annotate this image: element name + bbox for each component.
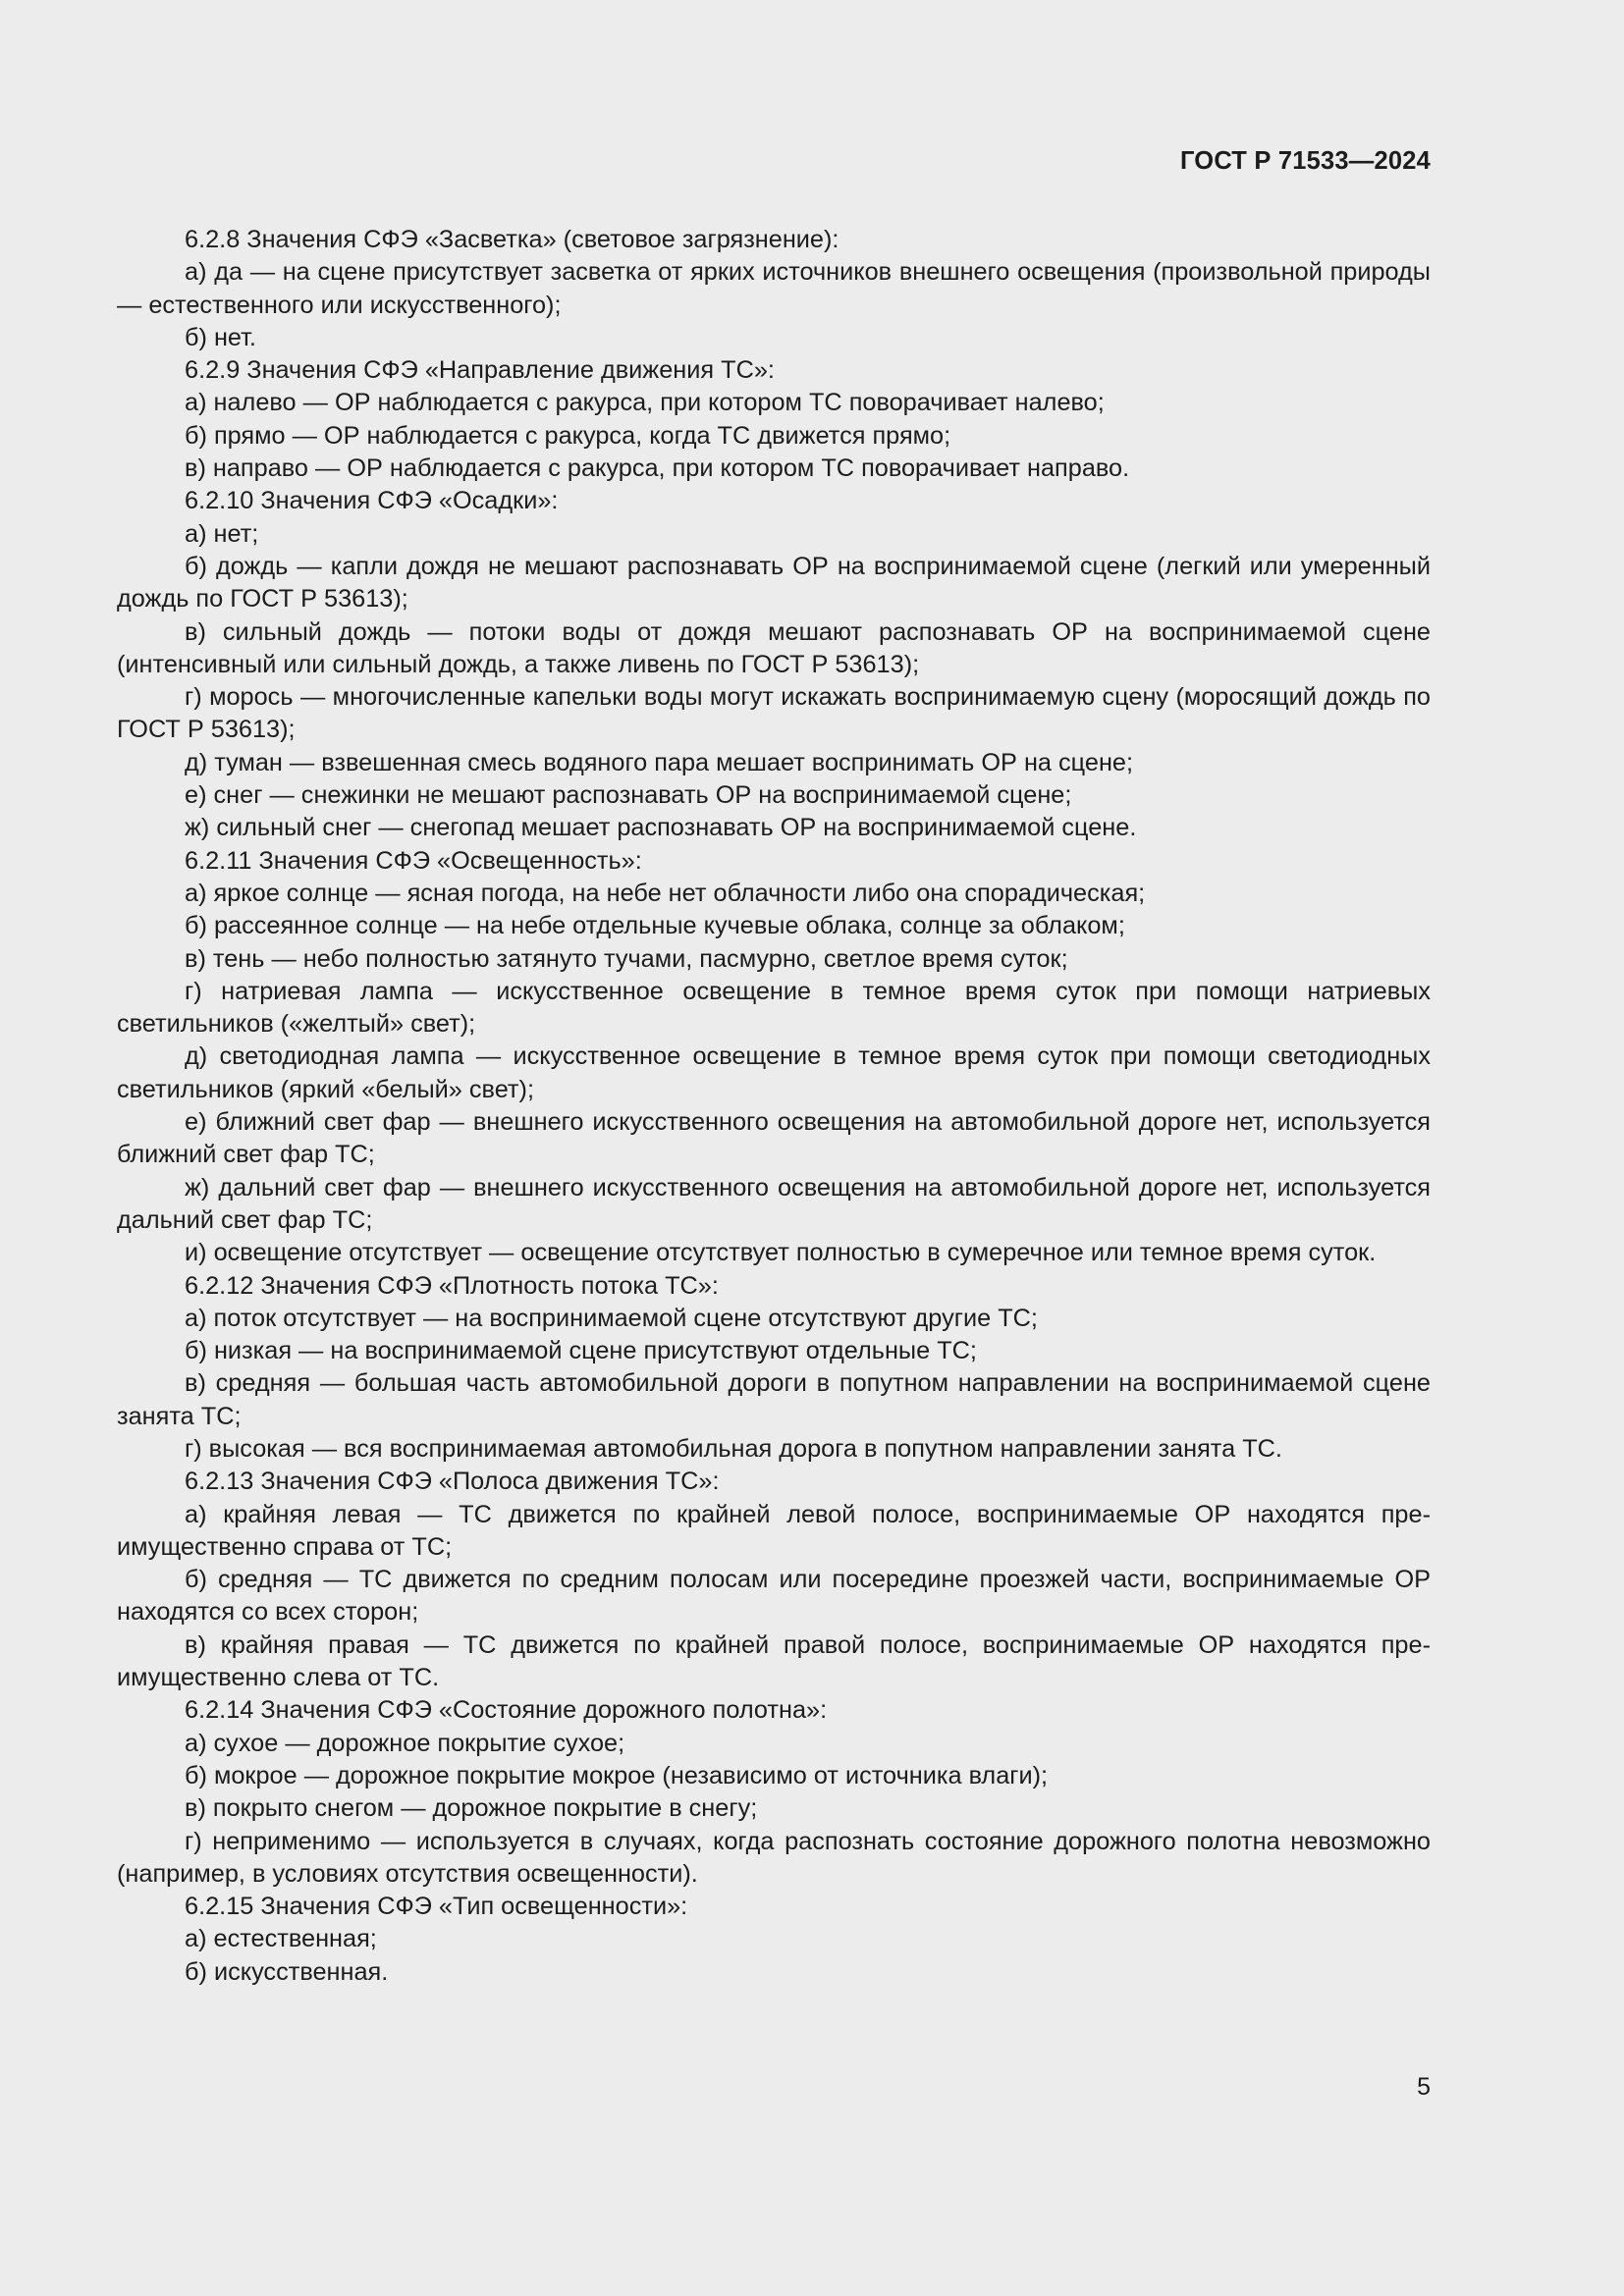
paragraph: 6.2.11 Значения СФЭ «Освещенность»: [185, 846, 642, 875]
paragraph: 6.2.13 Значения СФЭ «Полоса движения ТС»: [185, 1468, 720, 1496]
paragraph: а) крайняя левая — ТС движется по крайней левой полосе, воспринимаемые ОР находятся преимущественно справа от ТС; [117, 1500, 1431, 1561]
body-text [117, 224, 1431, 1989]
paragraph: а) поток отсутствует — на воспринимаемой сцене отсутствуют другие ТС; [185, 1304, 1038, 1332]
paragraph: 6.2.10 Значения СФЭ «Осадки»: [185, 487, 559, 515]
paragraph: а) да — на сцене присутствует засветка от ярких источников внешнего освещения (произвольной природы — естественного или искусственного); [117, 258, 1431, 319]
paragraph: в) сильный дождь — потоки воды от дождя мешают распознавать ОР на воспринимаемой сцене (интенсивный или сильный дождь, а также ливень по ГОСТ Р 53613); [117, 617, 1431, 678]
document-code-header: ГОСТ Р 71533—2024 [1179, 147, 1431, 175]
paragraph: е) снег — снежинки не мешают распознавать ОР на воспринимаемой сцене; [185, 781, 1072, 810]
paragraph: б) искусственная. [185, 1957, 389, 1986]
page-number: 5 [1417, 2073, 1431, 2101]
paragraph: ж) сильный снег — снегопад мешает распознавать ОР на воспринимаемой сцене. [185, 814, 1137, 842]
paragraph: б) низкая — на воспринимаемой сцене присутствуют отдельные ТС; [185, 1337, 977, 1365]
paragraph: г) натриевая лампа — искусственное освещение в темное время суток при помощи натриевых светильников («желтый» свет); [117, 977, 1431, 1039]
paragraph: в) направо — ОР наблюдается с ракурса, при котором ТС поворачивает направо. [185, 454, 1130, 483]
paragraph: б) мокрое — дорожное покрытие мокрое (независимо от источника влаги); [185, 1761, 1049, 1789]
paragraph: 6.2.9 Значения СФЭ «Направление движения ТС»: [185, 356, 775, 385]
paragraph: б) дождь — капли дождя не мешают распознавать ОР на воспринимаемой сцене (легкий или умеренный дождь по ГОСТ Р 53613); [117, 552, 1431, 614]
paragraph: 6.2.8 Значения СФЭ «Засветка» (световое загрязнение): [185, 226, 839, 253]
paragraph: б) прямо — ОР наблюдается с ракурса, когда ТС движется прямо; [185, 421, 951, 450]
paragraph: а) налево — ОР наблюдается с ракурса, при котором ТС поворачивает налево; [185, 389, 1105, 417]
paragraph: г) морось — многочисленные капельки воды могут искажать воспринимаемую сцену (моросящий дождь по ГОСТ Р 53613); [117, 683, 1431, 744]
paragraph: д) туман — взвешенная смесь водяного пара мешает воспринимать ОР на сцене; [185, 748, 1134, 776]
paragraph: е) ближний свет фар — внешнего искусственного освещения на автомобильной дороге нет, используется ближний свет фар ТС; [117, 1108, 1431, 1169]
paragraph: б) рассеянное солнце — на небе отдельные кучевые облака, солнце за облаком; [185, 912, 1125, 940]
paragraph: б) нет. [185, 323, 256, 351]
paragraph: в) крайняя правая — ТС движется по крайней правой полосе, воспринимаемые ОР находятся преимущественно слева от ТС. [117, 1630, 1431, 1692]
paragraph: а) яркое солнце — ясная погода, на небе нет облачности либо она спорадическая; [185, 879, 1146, 907]
paragraph: в) тень — небо полностью затянуто тучами, пасмурно, светлое время суток; [185, 944, 1068, 973]
paragraph: 6.2.14 Значения СФЭ «Состояние дорожного полотна»: [185, 1696, 828, 1725]
paragraph: а) сухое — дорожное покрытие сухое; [185, 1729, 625, 1757]
paragraph: г) неприменимо — используется в случаях, когда распознать состояние дорожного полотна невозможно (например, в условиях отсутствия освещенности). [117, 1827, 1431, 1888]
paragraph: г) высокая — вся воспринимаемая автомобильная дорога в попутном направлении занята ТС. [185, 1434, 1282, 1463]
paragraph: ж) дальний свет фар — внешнего искусственного освещения на автомобильной дороге нет, используется дальний свет фар ТС; [117, 1173, 1431, 1234]
paragraph: в) средняя — большая часть автомобильной дороги в попутном направлении на воспринимаемой сцене занята ТС; [117, 1369, 1431, 1430]
paragraph: д) светодиодная лампа — искусственное освещение в темное время суток при помощи светодиодных светильников (яркий «белый» свет); [117, 1042, 1431, 1103]
paragraph: и) освещение отсутствует — освещение отсутствует полностью в сумеречное или темное время суток. [185, 1239, 1377, 1267]
paragraph: а) нет; [185, 519, 259, 548]
paragraph: в) покрыто снегом — дорожное покрытие в снегу; [185, 1794, 758, 1823]
paragraph: а) естественная; [185, 1925, 377, 1953]
paragraph: 6.2.15 Значения СФЭ «Тип освещенности»: [185, 1893, 688, 1921]
paragraph: 6.2.12 Значения СФЭ «Плотность потока ТС»: [185, 1271, 719, 1300]
paragraph: б) средняя — ТС движется по средним полосам или посередине проезжей части, воспринимаемые ОР находятся со всех сторон; [117, 1566, 1431, 1627]
